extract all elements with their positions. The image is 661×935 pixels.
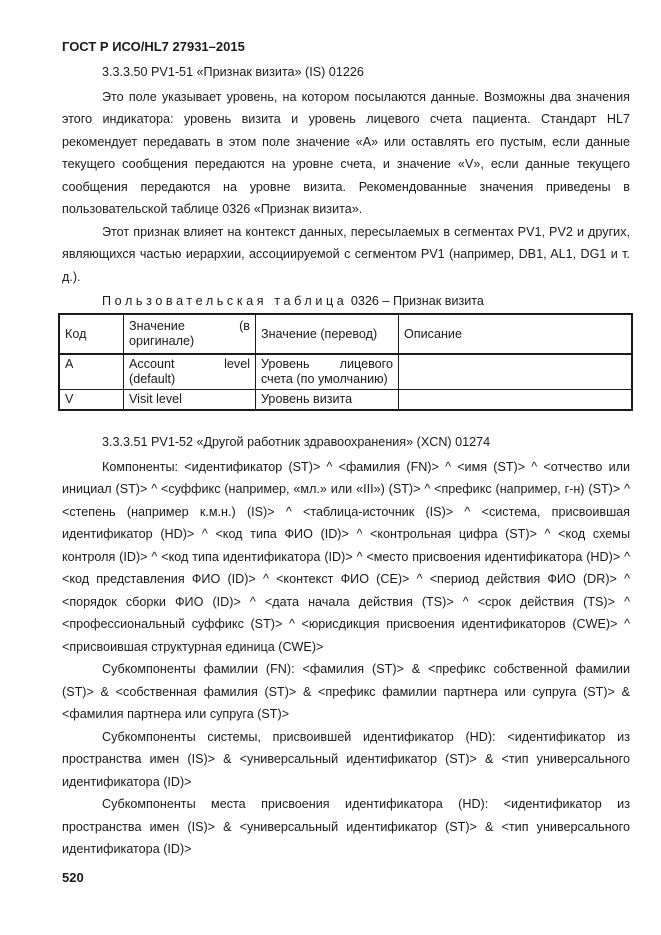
table-cell-description (399, 390, 633, 411)
document-header: ГОСТ Р ИСО/HL7 27931–2015 (62, 39, 245, 54)
section-heading-pv1-51: 3.3.3.50 PV1-51 «Признак визита» (IS) 01226 (102, 65, 364, 79)
table-header-row (59, 314, 632, 354)
table-cell-translation: Уровень визита (256, 390, 399, 411)
table-cell-code: V (59, 390, 124, 411)
table-header-cell: Значение (перевод) (256, 314, 399, 354)
table-header-cell: Код (59, 314, 124, 354)
table-cell-original: Visit level (124, 390, 256, 411)
section-heading-pv1-52: 3.3.3.51 PV1-52 «Другой работник здравоохранения» (XCN) 01274 (102, 435, 491, 449)
document-page (62, 38, 630, 861)
table-caption (102, 291, 630, 311)
table-cell-translation: Уровень лицевого счета (по умолчанию) (256, 354, 399, 390)
user-table-0326 (58, 313, 633, 411)
paragraph-pv1-51-context: Этот признак влияет на контекст данных, пересылаемых в сегментах PV1, PV2 и других, являющихся частью иерархии, ассоциируемой с сегментом PV1 (например, DB1, AL1, DG1 и т. д.). (62, 224, 630, 284)
table-header-cell: Описание (399, 314, 633, 354)
paragraph-subcomponents-hd-system: Субкомпоненты системы, присвоившей идентификатор (HD): <идентификатор из пространства имен (IS)> & <универсальный идентификатор (ST)> & <тип универсального идентификатора (ID)> (62, 729, 630, 789)
table-cell-description (399, 354, 633, 390)
table-header-cell: Значение (в оригинале) (124, 314, 256, 354)
table-cell-code: A (59, 354, 124, 390)
paragraph-components: Компоненты: <идентификатор (ST)> ^ <фамилия (FN)> ^ <имя (ST)> ^ <отчество или инициал (ST)> ^ <суффикс (например, «мл.» или «III») (ST)> ^ <префикс (например, г-н) (ST)> ^ <степень (например к.м.н.) (IS)> ^ <таблица-источник (IS)> ^ <система, присвоившая идентификатор (HD)> ^ <код типа ФИО (ID)> ^ <контрольная цифра (ST)> ^ <код схемы контроля (ID)> ^ <код типа идентификатора (ID)> ^ <место присвоения идентификатора (HD)> ^ <код представления ФИО (ID)> ^ <контекст ФИО (CE)> ^ <период действия ФИО (DR)> ^ <порядок сборки ФИО (ID)> ^ <дата начала действия (TS)> ^ <срок действия (TS)> ^ <профессиональный суффикс (ST)> ^ <юрисдикция присвоения идентификаторов (CWE)> ^ <присвоившая структурная единица (CWE)> (62, 459, 630, 654)
table-cell-original: Account level (default) (124, 354, 256, 390)
page-number: 520 (62, 870, 84, 885)
table-caption-title: 0326 – Признак визита (350, 294, 484, 308)
table-row (59, 390, 632, 411)
table-row (59, 354, 632, 390)
paragraph-pv1-51-description: Это поле указывает уровень, на котором посылаются данные. Возможны два значения этого индикатора: уровень визита и уровень лицевого счета пациента. Стандарт HL7 рекомендует передавать в этом поле значение «A» или оставлять его пустым, если данные текущего сообщения передаются на уровне счета, и значение «V», если данные текущего сообщения передаются на уровне визита. Рекомендованные значения приведены в пользовательской таблице 0326 «Признак визита». (62, 89, 630, 216)
table-caption-label: Пользовательская таблица (102, 294, 348, 308)
paragraph-subcomponents-hd-place: Субкомпоненты места присвоения идентификатора (HD): <идентификатор из пространства имен (IS)> & <универсальный идентификатор (ST)> & <тип универсального идентификатора (ID)> (62, 797, 630, 856)
paragraph-subcomponents-fn: Субкомпоненты фамилии (FN): <фамилия (ST)> & <префикс собственной фамилии (ST)> & <собственная фамилия (ST)> & <префикс фамилии партнера или супруга (ST)> & <фамилия партнера или супруга (ST)> (62, 662, 630, 721)
